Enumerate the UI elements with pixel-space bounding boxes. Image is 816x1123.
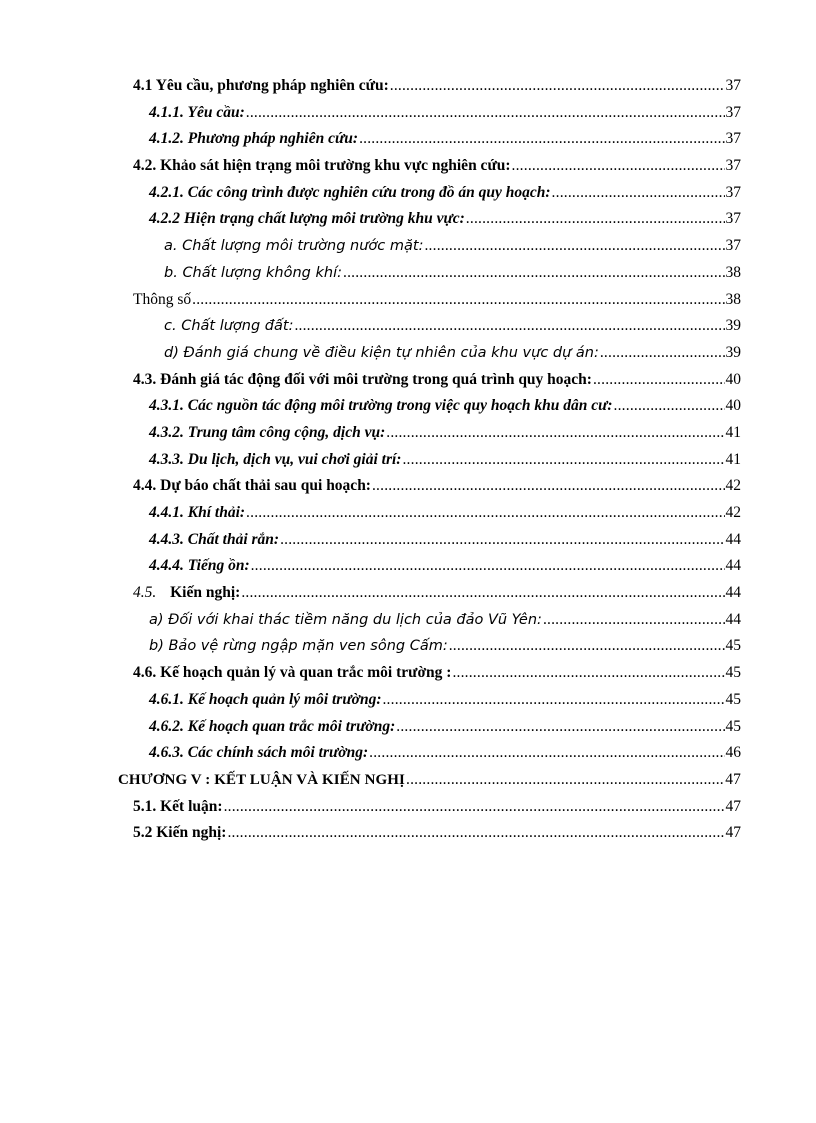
toc-entry-page: 42 — [725, 504, 741, 521]
dot-leader — [227, 824, 724, 842]
toc-entry-page: 37 — [725, 237, 741, 255]
toc-entry-page: 46 — [725, 744, 741, 762]
toc-entry-title — [164, 237, 423, 255]
table-of-contents — [0, 77, 816, 851]
toc-entry-text: Bảo vệ rừng ngập mặn ven sông Cấm: — [168, 638, 448, 655]
toc-entry-text: Chất lượng không khí: — [182, 264, 342, 281]
toc-entry[interactable] — [0, 291, 816, 318]
dot-leader — [396, 718, 724, 736]
toc-entry-page: 45 — [725, 637, 741, 655]
toc-entry[interactable] — [0, 611, 816, 638]
toc-entry-page: 39 — [725, 343, 741, 361]
dot-leader — [386, 424, 724, 442]
dot-leader — [343, 264, 725, 282]
toc-entry-number: b. — [164, 264, 178, 281]
toc-entry-text: Đối với khai thác tiềm năng du lịch của đảo Vũ Yên: — [168, 611, 542, 628]
dot-leader — [406, 771, 724, 789]
toc-entry-title — [149, 691, 381, 709]
toc-entry-page: 37 — [725, 103, 741, 121]
toc-entry-page: 37 — [725, 157, 741, 175]
toc-entry-text: Kiến nghị: — [170, 584, 241, 602]
toc-entry-number: 4.6.3. — [149, 744, 184, 762]
dot-leader — [294, 317, 724, 335]
dot-leader — [424, 237, 724, 255]
toc-entry-title — [133, 798, 223, 816]
toc-entry-number: a. — [164, 238, 178, 255]
toc-entry[interactable] — [0, 344, 816, 371]
toc-entry-number: 5.1. — [133, 797, 157, 815]
dot-leader — [452, 664, 724, 682]
toc-entry-title — [164, 264, 342, 282]
toc-entry-page: 38 — [725, 263, 741, 281]
toc-entry-text: Khảo sát hiện trạng môi trường khu vực nghiên cứu: — [160, 157, 511, 175]
toc-entry-title — [133, 371, 592, 389]
toc-entry-number: 4.6. — [133, 664, 157, 682]
toc-entry-text: Yêu cầu, phương pháp nghiên cứu: — [155, 77, 389, 94]
toc-entry-number: c. — [164, 318, 177, 335]
toc-entry-title — [149, 718, 395, 736]
dot-leader — [552, 184, 725, 202]
toc-entry-page: 44 — [725, 557, 741, 575]
toc-entry-number: d) — [164, 344, 179, 361]
dot-leader — [241, 584, 724, 602]
toc-entry[interactable] — [0, 210, 816, 237]
dot-leader — [543, 611, 725, 629]
toc-entry-text: Du lịch, dịch vụ, vui chơi giải trí: — [187, 450, 402, 468]
dot-leader — [382, 691, 724, 709]
toc-entry-number: 4.2.1. — [149, 183, 184, 201]
toc-entry[interactable] — [0, 557, 816, 584]
toc-entry-title — [149, 637, 448, 655]
toc-entry-title — [149, 210, 465, 228]
toc-entry-number: 4.4.1. — [149, 504, 184, 521]
toc-entry-text: Khí thải: — [187, 504, 246, 521]
toc-entry-text: Yêu cầu: — [187, 103, 245, 121]
dot-leader — [466, 210, 725, 228]
toc-entry-page: 42 — [725, 477, 741, 495]
toc-entry-number: 4.2.2 — [149, 210, 180, 228]
toc-entry-title — [149, 397, 613, 415]
toc-entry-page: 47 — [725, 824, 741, 842]
toc-entry-title — [133, 477, 371, 495]
toc-entry[interactable] — [0, 824, 816, 851]
toc-entry-text: CHƯƠNG V : KẾT LUẬN VÀ KIẾN NGHỊ — [118, 771, 405, 788]
toc-entry-page: 45 — [725, 690, 741, 708]
toc-entry-text: Hiện trạng chất lượng môi trường khu vực: — [183, 210, 465, 228]
toc-entry-title — [118, 771, 405, 789]
toc-entry-text: Các chính sách môi trường: — [187, 744, 369, 762]
toc-entry-title — [164, 344, 599, 362]
toc-entry[interactable] — [0, 424, 816, 451]
toc-entry-text: Dự báo chất thải sau qui hoạch: — [160, 477, 371, 495]
toc-entry-number: 4.6.1. — [149, 690, 184, 708]
toc-entry-page: 47 — [725, 770, 741, 788]
toc-entry-text: Kế hoạch quản lý môi trường: — [187, 690, 382, 708]
toc-entry[interactable] — [0, 477, 816, 504]
toc-entry-number: b) — [149, 638, 164, 655]
toc-entry-text: Chất lượng đất: — [181, 318, 294, 335]
toc-entry-text: Các nguồn tác động môi trường trong việc quy hoạch khu dân cư: — [187, 397, 613, 415]
toc-entry[interactable] — [0, 371, 816, 398]
dot-leader — [372, 477, 725, 495]
toc-entry-text: Kết luận: — [160, 797, 223, 815]
toc-entry[interactable] — [0, 317, 816, 344]
toc-entry[interactable] — [0, 584, 816, 611]
dot-leader — [246, 104, 725, 122]
toc-entry-number: 4.3.1. — [149, 397, 184, 415]
toc-entry[interactable] — [0, 771, 816, 798]
toc-entry-number: 4.1.2. — [149, 130, 184, 148]
toc-entry[interactable] — [0, 184, 816, 211]
toc-entry-text: Chất lượng môi trường nước mặt: — [182, 238, 424, 255]
toc-entry[interactable] — [0, 451, 816, 478]
toc-entry-page: 40 — [725, 397, 741, 415]
dot-leader — [246, 504, 724, 522]
toc-entry-page: 44 — [725, 530, 741, 548]
toc-entry-title — [133, 664, 451, 682]
dot-leader — [512, 157, 725, 175]
toc-entry-number: a) — [149, 611, 164, 628]
dot-leader — [600, 344, 725, 362]
toc-entry-title — [149, 130, 358, 148]
toc-entry-number: 5.2 — [133, 824, 153, 842]
dot-leader — [614, 397, 725, 415]
toc-entry-page: 40 — [725, 370, 741, 388]
toc-entry[interactable] — [0, 397, 816, 424]
toc-entry-number: 4.3.2. — [149, 423, 184, 441]
toc-entry[interactable] — [0, 718, 816, 745]
toc-entry[interactable] — [0, 264, 816, 291]
dot-leader — [369, 744, 724, 762]
toc-entry-number: 4.4.4. — [149, 557, 184, 575]
dot-leader — [390, 77, 725, 95]
toc-entry[interactable] — [0, 104, 816, 131]
dot-leader — [224, 798, 725, 816]
toc-entry-title — [149, 531, 279, 549]
toc-entry-number: 4.4. — [133, 477, 157, 495]
toc-entry-title — [149, 451, 401, 469]
toc-entry-number: 4.3.3. — [149, 450, 184, 468]
toc-entry-title — [133, 77, 389, 95]
toc-entry[interactable] — [0, 531, 816, 558]
dot-leader — [251, 557, 725, 575]
dot-leader — [359, 130, 724, 148]
toc-entry-number: 4.5. — [133, 584, 157, 602]
toc-entry[interactable] — [0, 157, 816, 184]
dot-leader — [593, 371, 725, 389]
toc-entry[interactable] — [0, 77, 816, 104]
toc-entry-title — [149, 104, 245, 122]
toc-entry-title — [149, 557, 250, 575]
toc-entry-page: 47 — [725, 797, 741, 815]
toc-entry-page: 44 — [725, 584, 741, 602]
toc-entry-number: 4.6.2. — [149, 717, 184, 735]
toc-entry-page: 41 — [725, 423, 741, 441]
toc-entry-page: 45 — [725, 664, 741, 682]
toc-entry-text: Kế hoạch quản lý và quan trắc môi trường : — [160, 664, 452, 682]
toc-entry[interactable] — [0, 504, 816, 531]
toc-entry-text: Trung tâm công cộng, dịch vụ: — [187, 423, 386, 441]
toc-entry-number: 4.3. — [133, 370, 157, 388]
toc-entry-title — [149, 611, 542, 629]
toc-entry-text: Kế hoạch quan trắc môi trường: — [187, 717, 396, 735]
toc-entry-number: 4.1.1. — [149, 103, 184, 121]
toc-entry[interactable] — [0, 798, 816, 825]
toc-entry-number: 4.1 — [133, 77, 153, 94]
toc-entry-title — [133, 824, 226, 842]
toc-entry[interactable] — [0, 237, 816, 264]
toc-entry-page: 39 — [725, 317, 741, 335]
toc-entry[interactable] — [0, 637, 816, 664]
toc-entry-title — [149, 504, 245, 522]
toc-entry-number: 4.2. — [133, 157, 157, 175]
toc-entry[interactable] — [0, 664, 816, 691]
toc-entry-text: Phương pháp nghiên cứu: — [187, 130, 359, 148]
dot-leader — [449, 637, 725, 655]
toc-entry-page: 37 — [725, 130, 741, 148]
toc-entry-text: Kiến nghị: — [156, 824, 227, 842]
toc-entry-page: 37 — [725, 210, 741, 228]
toc-entry[interactable] — [0, 130, 816, 157]
toc-entry-text: Đánh giá chung về điều kiện tự nhiên của khu vực dự án: — [183, 344, 599, 361]
toc-entry-text: Các công trình được nghiên cứu trong đồ án quy hoạch: — [187, 183, 551, 201]
toc-entry-number: 4.4.3. — [149, 530, 184, 548]
toc-entry-title — [149, 424, 385, 442]
toc-entry-title — [133, 291, 191, 309]
dot-leader — [280, 531, 724, 549]
toc-entry-text: Thông số — [133, 290, 192, 308]
toc-entry-title — [164, 317, 293, 335]
toc-entry-title — [149, 744, 368, 762]
dot-leader — [402, 451, 724, 469]
toc-entry-page: 45 — [725, 717, 741, 735]
toc-entry-page: 37 — [725, 183, 741, 201]
toc-entry-text: Tiếng ồn: — [187, 557, 250, 575]
toc-entry-page: 41 — [725, 450, 741, 468]
toc-entry[interactable] — [0, 744, 816, 771]
toc-entry-text: Đánh giá tác động đối với môi trường trong quá trình quy hoạch: — [160, 370, 592, 388]
toc-entry-page: 44 — [725, 610, 741, 628]
toc-entry-text: Chất thải rắn: — [187, 530, 280, 548]
dot-leader — [192, 291, 724, 309]
toc-entry[interactable] — [0, 691, 816, 718]
toc-entry-page: 38 — [725, 290, 741, 308]
toc-entry-title — [133, 157, 511, 175]
toc-entry-page: 37 — [725, 77, 741, 94]
toc-entry-title — [133, 584, 240, 602]
toc-entry-title — [149, 184, 551, 202]
